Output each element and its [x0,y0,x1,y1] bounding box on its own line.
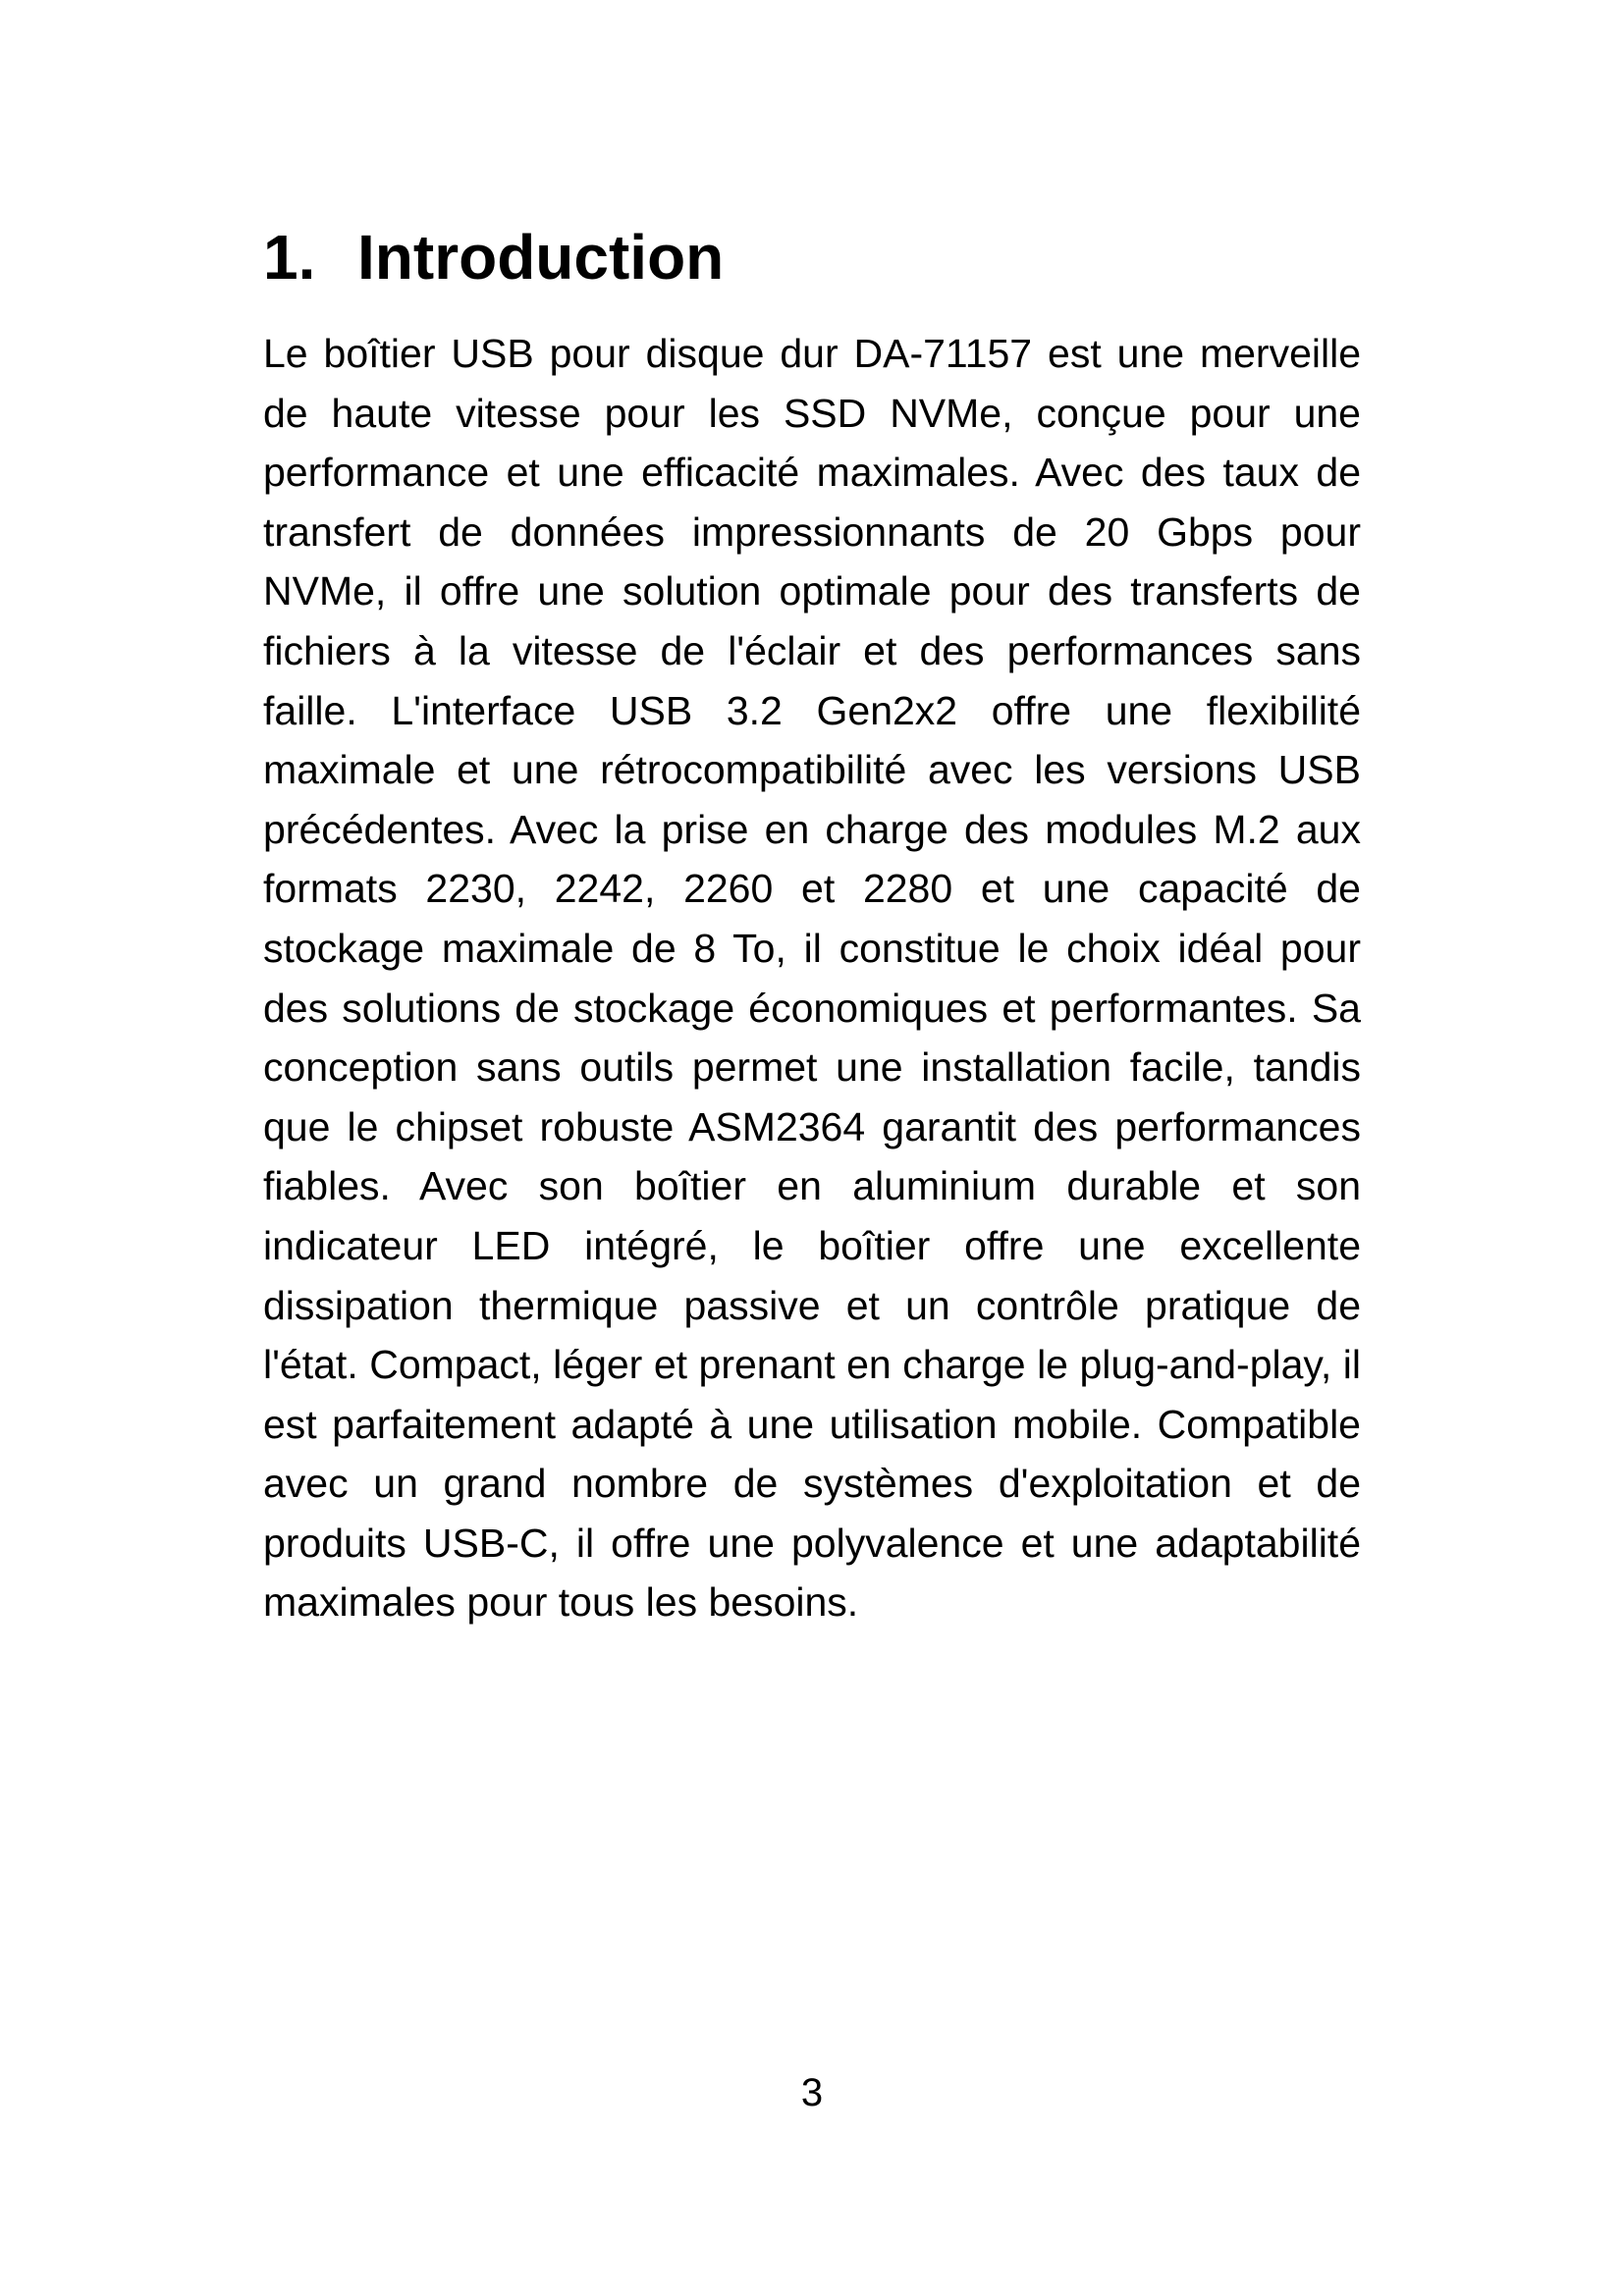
section-heading [263,218,724,296]
section-title: Introduction [357,222,725,293]
section-number: 1. [263,222,316,293]
introduction-paragraph: Le boîtier USB pour disque dur DA-71157 est une merveille de haute vitesse pour les SSD NVMe, conçue pour une performance et une efficacité maximales. Avec des taux de transfert de données impressionnants de 20 Gbps pour NVMe, il offre une solution optimale pour des transferts de fichiers à la vitesse de l'éclair et des performances sans faille. L'interface USB 3.2 Gen2x2 offre une flexibilité maximale et une rétrocompatibilité avec les versions USB précédentes. Avec la prise en charge des modules M.2 aux formats 2230, 2242, 2260 et 2280 et une capacité de stockage maximale de 8 To, il constitue le choix idéal pour des solutions de stockage économiques et performantes. Sa conception sans outils permet une installation facile, tandis que le chipset robuste ASM2364 garantit des performances fiables. Avec son boîtier en aluminium durable et son indicateur LED intégré, le boîtier offre une excellente dissipation thermique passive et un contrôle pratique de l'état. Compact, léger et prenant en charge le plug-and-play, il est parfaitement adapté à une utilisation mobile. Compatible avec un grand nombre de systèmes d'exploitation et de produits USB-C, il offre une polyvalence et une adaptabilité maximales pour tous les besoins. [263,331,1361,1626]
page-number: 3 [800,2071,824,2114]
